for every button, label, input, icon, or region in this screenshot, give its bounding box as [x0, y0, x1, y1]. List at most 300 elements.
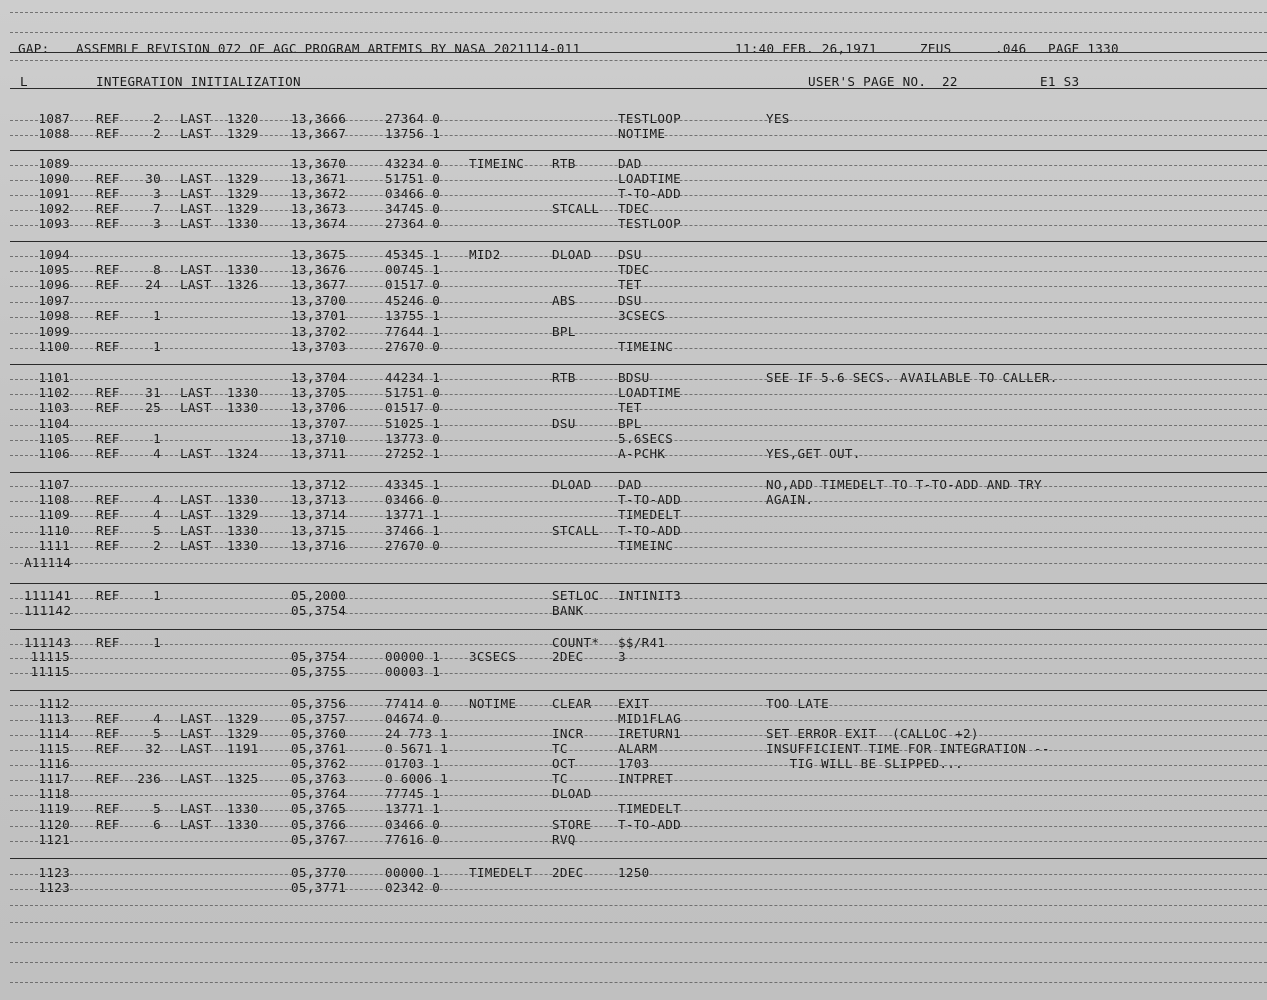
form-rule-dashed — [10, 644, 1267, 645]
form-rule-dashed — [10, 613, 1267, 614]
ref-keyword: REF — [96, 817, 120, 832]
users-page: USER'S PAGE NO. 22 — [808, 74, 958, 89]
ref-count: 5 — [153, 726, 161, 741]
form-rule-dashed — [10, 795, 1267, 796]
listing-row — [0, 697, 1267, 711]
opcode: DLOAD — [552, 247, 592, 262]
form-rule-dashed — [10, 516, 1267, 517]
operand: DAD — [618, 156, 642, 171]
section-title: INTEGRATION INITIALIZATION — [96, 74, 301, 89]
line-number: 1093 — [38, 216, 70, 231]
opcode: CLEAR — [552, 696, 592, 711]
octal-word: 24 773 1 — [385, 726, 449, 741]
address: 13,3667 — [291, 126, 347, 141]
address: 05,3761 — [291, 741, 347, 756]
job-number: .046 — [995, 41, 1027, 56]
last-keyword: LAST — [180, 507, 212, 522]
listing-row — [0, 742, 1267, 756]
line-number: 1123 — [38, 865, 70, 880]
operand: MID1FLAG — [618, 711, 682, 726]
line-number: 1092 — [38, 201, 70, 216]
line-number: A11114 — [24, 555, 72, 570]
ref-keyword: REF — [96, 126, 120, 141]
ref-keyword: REF — [96, 771, 120, 786]
listing-row — [0, 386, 1267, 400]
form-rule-dashed — [10, 60, 1267, 61]
line-number: 1112 — [38, 696, 70, 711]
address: 13,3710 — [291, 431, 347, 446]
address: 13,3675 — [291, 247, 347, 262]
line-number: 111142 — [24, 603, 72, 618]
assemble-title: ASSEMBLE REVISION 072 OF AGC PROGRAM ARTEMIS BY NASA 2021114-011 — [76, 41, 581, 56]
listing-row — [0, 636, 1267, 650]
listing-row — [0, 866, 1267, 880]
octal-word: 77616 0 — [385, 832, 441, 847]
octal-word: 37466 1 — [385, 523, 441, 538]
line-number: 1090 — [38, 171, 70, 186]
line-number: 1089 — [38, 156, 70, 171]
octal-word: 13756 1 — [385, 126, 441, 141]
form-rule-dashed — [10, 120, 1267, 121]
form-rule-dashed — [10, 286, 1267, 287]
ref-count: 236 — [137, 771, 161, 786]
opcode: SETLOC — [552, 588, 600, 603]
symbol-label: NOTIME — [469, 696, 517, 711]
ref-keyword: REF — [96, 201, 120, 216]
ref-count: 1 — [153, 339, 161, 354]
operand: TIMEDELT — [618, 507, 682, 522]
address: 05,3771 — [291, 880, 347, 895]
operand: DSU — [618, 247, 642, 262]
operand: INTINIT3 — [618, 588, 682, 603]
opcode: BANK — [552, 603, 584, 618]
form-rule-dashed — [10, 225, 1267, 226]
line-number: 1091 — [38, 186, 70, 201]
operand: TIMEINC — [618, 339, 674, 354]
address: 13,3677 — [291, 277, 347, 292]
address: 05,3767 — [291, 832, 347, 847]
datetime: 11:40 FEB. 26,1971 — [735, 41, 877, 56]
line-number: 1088 — [38, 126, 70, 141]
line-number: 111141 — [24, 588, 72, 603]
ref-count: 4 — [153, 507, 161, 522]
ref-keyword: REF — [96, 308, 120, 323]
form-rule-dashed — [10, 673, 1267, 674]
operand: TIMEDELT — [618, 801, 682, 816]
opcode: BPL — [552, 324, 576, 339]
octal-word: 27364 0 — [385, 111, 441, 126]
form-rule-dashed — [10, 12, 1267, 13]
ref-count: 1 — [153, 635, 161, 650]
line-number: 1087 — [38, 111, 70, 126]
line-number: 1111 — [38, 538, 70, 553]
octal-word: 01517 0 — [385, 400, 441, 415]
line-number: 1103 — [38, 400, 70, 415]
listing-row — [0, 787, 1267, 801]
listing-row — [0, 325, 1267, 339]
form-rule-dashed — [10, 409, 1267, 410]
comment: INSUFFICIENT TIME FOR INTEGRATION -- — [766, 741, 1050, 756]
opcode: DLOAD — [552, 786, 592, 801]
listing-row — [0, 432, 1267, 446]
ref-keyword: REF — [96, 339, 120, 354]
octal-word: 0 6006 1 — [385, 771, 449, 786]
last-keyword: LAST — [180, 262, 212, 277]
last-keyword: LAST — [180, 385, 212, 400]
address: 13,3715 — [291, 523, 347, 538]
octal-word: 34745 0 — [385, 201, 441, 216]
last-keyword: LAST — [180, 400, 212, 415]
listing-row — [0, 665, 1267, 679]
ref-keyword: REF — [96, 431, 120, 446]
ref-keyword: REF — [96, 801, 120, 816]
listing-row — [0, 650, 1267, 664]
octal-word: 03466 0 — [385, 492, 441, 507]
ref-count: 6 — [153, 817, 161, 832]
form-rule-dashed — [10, 841, 1267, 842]
opcode: TC — [552, 771, 568, 786]
line-number: 1098 — [38, 308, 70, 323]
comment: TIG WILL BE SLIPPED... — [766, 756, 964, 771]
octal-word: 27670 0 — [385, 339, 441, 354]
operand: $$/R41 — [618, 635, 666, 650]
form-rule-dashed — [10, 942, 1267, 943]
last-keyword: LAST — [180, 538, 212, 553]
address: 05,3762 — [291, 756, 347, 771]
symbol-label: MID2 — [469, 247, 501, 262]
line-number: 1094 — [38, 247, 70, 262]
last-keyword: LAST — [180, 801, 212, 816]
address: 05,2000 — [291, 588, 347, 603]
octal-word: 27670 0 — [385, 538, 441, 553]
last-page: 1330 — [227, 817, 259, 832]
listing-header — [0, 42, 1267, 56]
last-keyword: LAST — [180, 111, 212, 126]
opcode: RVQ — [552, 832, 576, 847]
last-keyword: LAST — [180, 711, 212, 726]
form-rule-dashed — [10, 302, 1267, 303]
address: 13,3714 — [291, 507, 347, 522]
opcode: 2DEC — [552, 865, 584, 880]
line-number: 1118 — [38, 786, 70, 801]
form-rule-solid — [10, 150, 1267, 151]
form-rule-dashed — [10, 165, 1267, 166]
operand: LOADTIME — [618, 385, 682, 400]
ref-keyword: REF — [96, 216, 120, 231]
last-page: 1330 — [227, 216, 259, 231]
octal-word: 51751 0 — [385, 385, 441, 400]
comment: NO,ADD TIMEDELT TO T-TO-ADD AND TRY — [766, 477, 1042, 492]
last-page: 1330 — [227, 400, 259, 415]
form-rule-dashed — [10, 210, 1267, 211]
last-keyword: LAST — [180, 817, 212, 832]
listing-row — [0, 524, 1267, 538]
ref-count: 31 — [145, 385, 161, 400]
line-number: 1104 — [38, 416, 70, 431]
last-page: 1329 — [227, 126, 259, 141]
last-keyword: LAST — [180, 171, 212, 186]
line-number: 1119 — [38, 801, 70, 816]
last-keyword: LAST — [180, 216, 212, 231]
ref-keyword: REF — [96, 635, 120, 650]
operand: BPL — [618, 416, 642, 431]
form-rule-dashed — [10, 256, 1267, 257]
ref-keyword: REF — [96, 507, 120, 522]
last-keyword: LAST — [180, 446, 212, 461]
last-keyword: LAST — [180, 126, 212, 141]
address: 13,3673 — [291, 201, 347, 216]
address: 05,3754 — [291, 649, 347, 664]
last-page: 1329 — [227, 507, 259, 522]
form-rule-solid — [10, 583, 1267, 584]
line-number: 1116 — [38, 756, 70, 771]
listing-row — [0, 881, 1267, 895]
listing-row — [0, 371, 1267, 385]
ref-keyword: REF — [96, 277, 120, 292]
listing-row — [0, 447, 1267, 461]
form-rule-solid — [10, 858, 1267, 859]
operand: ALARM — [618, 741, 658, 756]
address: 13,3716 — [291, 538, 347, 553]
ref-count: 3 — [153, 186, 161, 201]
opcode: OCT — [552, 756, 576, 771]
opcode: STCALL — [552, 523, 600, 538]
line-number: 1105 — [38, 431, 70, 446]
octal-word: 03466 0 — [385, 186, 441, 201]
listing-row — [0, 401, 1267, 415]
section-mark: L — [20, 74, 28, 89]
last-page: 1329 — [227, 711, 259, 726]
address: 13,3712 — [291, 477, 347, 492]
operand: TDEC — [618, 262, 650, 277]
form-rule-solid — [10, 241, 1267, 242]
address: 05,3766 — [291, 817, 347, 832]
address: 13,3703 — [291, 339, 347, 354]
listing-row — [0, 263, 1267, 277]
form-rule-dashed — [10, 425, 1267, 426]
last-page: 1330 — [227, 801, 259, 816]
comment: TOO LATE — [766, 696, 830, 711]
form-rule-dashed — [10, 780, 1267, 781]
address: 13,3700 — [291, 293, 347, 308]
octal-word: 02342 0 — [385, 880, 441, 895]
operand: 1703 — [618, 756, 650, 771]
ref-count: 1 — [153, 308, 161, 323]
last-page: 1326 — [227, 277, 259, 292]
ref-keyword: REF — [96, 186, 120, 201]
octal-word: 13771 1 — [385, 507, 441, 522]
listing-row — [0, 539, 1267, 553]
line-number: 1101 — [38, 370, 70, 385]
address: 13,3701 — [291, 308, 347, 323]
line-number: 1099 — [38, 324, 70, 339]
line-number: 1109 — [38, 507, 70, 522]
octal-word: 13755 1 — [385, 308, 441, 323]
form-rule-dashed — [10, 962, 1267, 963]
address: 13,3706 — [291, 400, 347, 415]
form-rule-dashed — [10, 455, 1267, 456]
form-rule-dashed — [10, 826, 1267, 827]
listing-row — [0, 493, 1267, 507]
octal-word: 03466 0 — [385, 817, 441, 832]
form-rule-dashed — [10, 195, 1267, 196]
ref-keyword: REF — [96, 111, 120, 126]
ref-count: 4 — [153, 711, 161, 726]
listing-row — [0, 278, 1267, 292]
listing-row — [0, 112, 1267, 126]
listing-row — [0, 757, 1267, 771]
last-page: 1191 — [227, 741, 259, 756]
operand: 3CSECS — [618, 308, 666, 323]
form-rule-dashed — [10, 547, 1267, 548]
listing-row — [0, 712, 1267, 726]
line-number: 11115 — [30, 664, 70, 679]
form-rule-dashed — [10, 348, 1267, 349]
ref-count: 2 — [153, 538, 161, 553]
ref-keyword: REF — [96, 523, 120, 538]
opcode: STORE — [552, 817, 592, 832]
listing-row — [0, 727, 1267, 741]
line-number: 1114 — [38, 726, 70, 741]
octal-word: 27252 1 — [385, 446, 441, 461]
address: 05,3763 — [291, 771, 347, 786]
ref-count: 1 — [153, 431, 161, 446]
section-code: E1 S3 — [1040, 74, 1080, 89]
line-number: 1117 — [38, 771, 70, 786]
form-rule-dashed — [10, 271, 1267, 272]
opcode: TC — [552, 741, 568, 756]
last-page: 1324 — [227, 446, 259, 461]
opcode: DSU — [552, 416, 576, 431]
last-page: 1329 — [227, 171, 259, 186]
ref-count: 32 — [145, 741, 161, 756]
listing-row — [0, 478, 1267, 492]
ref-count: 4 — [153, 492, 161, 507]
comment: SET ERROR EXIT (CALLOC +2) — [766, 726, 979, 741]
form-rule-dashed — [10, 379, 1267, 380]
octal-word: 77745 1 — [385, 786, 441, 801]
form-rule-dashed — [10, 720, 1267, 721]
line-number: 1113 — [38, 711, 70, 726]
line-number: 1100 — [38, 339, 70, 354]
octal-word: 43345 1 — [385, 477, 441, 492]
address: 05,3764 — [291, 786, 347, 801]
address: 13,3676 — [291, 262, 347, 277]
ref-count: 8 — [153, 262, 161, 277]
last-page: 1329 — [227, 726, 259, 741]
form-rule-dashed — [10, 317, 1267, 318]
listing-row — [0, 157, 1267, 171]
line-number: 1097 — [38, 293, 70, 308]
address: 05,3754 — [291, 603, 347, 618]
operand: 1250 — [618, 865, 650, 880]
last-keyword: LAST — [180, 771, 212, 786]
form-rule-dashed — [10, 982, 1267, 983]
octal-word: 04674 0 — [385, 711, 441, 726]
last-page: 1329 — [227, 186, 259, 201]
listing-row — [0, 172, 1267, 186]
last-keyword: LAST — [180, 277, 212, 292]
last-keyword: LAST — [180, 492, 212, 507]
line-number: 1096 — [38, 277, 70, 292]
comment: AGAIN. — [766, 492, 814, 507]
listing-row — [0, 187, 1267, 201]
form-rule-dashed — [10, 180, 1267, 181]
form-rule-solid — [10, 629, 1267, 630]
form-rule-solid — [10, 364, 1267, 365]
address: 13,3705 — [291, 385, 347, 400]
ref-count: 25 — [145, 400, 161, 415]
form-rule-dashed — [10, 705, 1267, 706]
form-rule-dashed — [10, 501, 1267, 502]
line-number: 1110 — [38, 523, 70, 538]
ref-count: 5 — [153, 523, 161, 538]
octal-word: 51751 0 — [385, 171, 441, 186]
form-rule-solid — [10, 472, 1267, 473]
form-rule-dashed — [10, 532, 1267, 533]
symbol-label: TIMEINC — [469, 156, 525, 171]
operand: T-TO-ADD — [618, 817, 682, 832]
listing-row — [0, 294, 1267, 308]
comment: YES,GET OUT. — [766, 446, 861, 461]
address: 05,3757 — [291, 711, 347, 726]
last-page: 1320 — [227, 111, 259, 126]
address: 13,3713 — [291, 492, 347, 507]
form-rule-dashed — [10, 874, 1267, 875]
address: 13,3671 — [291, 171, 347, 186]
line-number: 1106 — [38, 446, 70, 461]
address: 05,3765 — [291, 801, 347, 816]
address: 05,3756 — [291, 696, 347, 711]
listing-row — [0, 508, 1267, 522]
line-number: 1123 — [38, 880, 70, 895]
form-rule-dashed — [10, 135, 1267, 136]
comment: SEE IF 5.6 SECS. AVAILABLE TO CALLER. — [766, 370, 1058, 385]
ref-keyword: REF — [96, 385, 120, 400]
operand: T-TO-ADD — [618, 523, 682, 538]
ref-count: 2 — [153, 111, 161, 126]
listing-row — [0, 309, 1267, 323]
last-keyword: LAST — [180, 186, 212, 201]
octal-word: 44234 1 — [385, 370, 441, 385]
octal-word: 45246 0 — [385, 293, 441, 308]
address: 13,3707 — [291, 416, 347, 431]
line-number: 1095 — [38, 262, 70, 277]
operand: NOTIME — [618, 126, 666, 141]
ref-count: 2 — [153, 126, 161, 141]
octal-word: 01703 1 — [385, 756, 441, 771]
ref-keyword: REF — [96, 726, 120, 741]
listing-row — [0, 772, 1267, 786]
last-keyword: LAST — [180, 201, 212, 216]
form-rule-dashed — [10, 440, 1267, 441]
listing-row — [0, 202, 1267, 216]
octal-word: 27364 0 — [385, 216, 441, 231]
octal-word: 00000 1 — [385, 649, 441, 664]
last-keyword: LAST — [180, 726, 212, 741]
ref-keyword: REF — [96, 741, 120, 756]
ref-count: 3 — [153, 216, 161, 231]
operand: TET — [618, 277, 642, 292]
form-rule-dashed — [10, 735, 1267, 736]
address: 13,3674 — [291, 216, 347, 231]
operand: A-PCHK — [618, 446, 666, 461]
operand: INTPRET — [618, 771, 674, 786]
last-page: 1329 — [227, 201, 259, 216]
section-header — [0, 75, 1267, 89]
form-rule-dashed — [10, 598, 1267, 599]
last-page: 1325 — [227, 771, 259, 786]
